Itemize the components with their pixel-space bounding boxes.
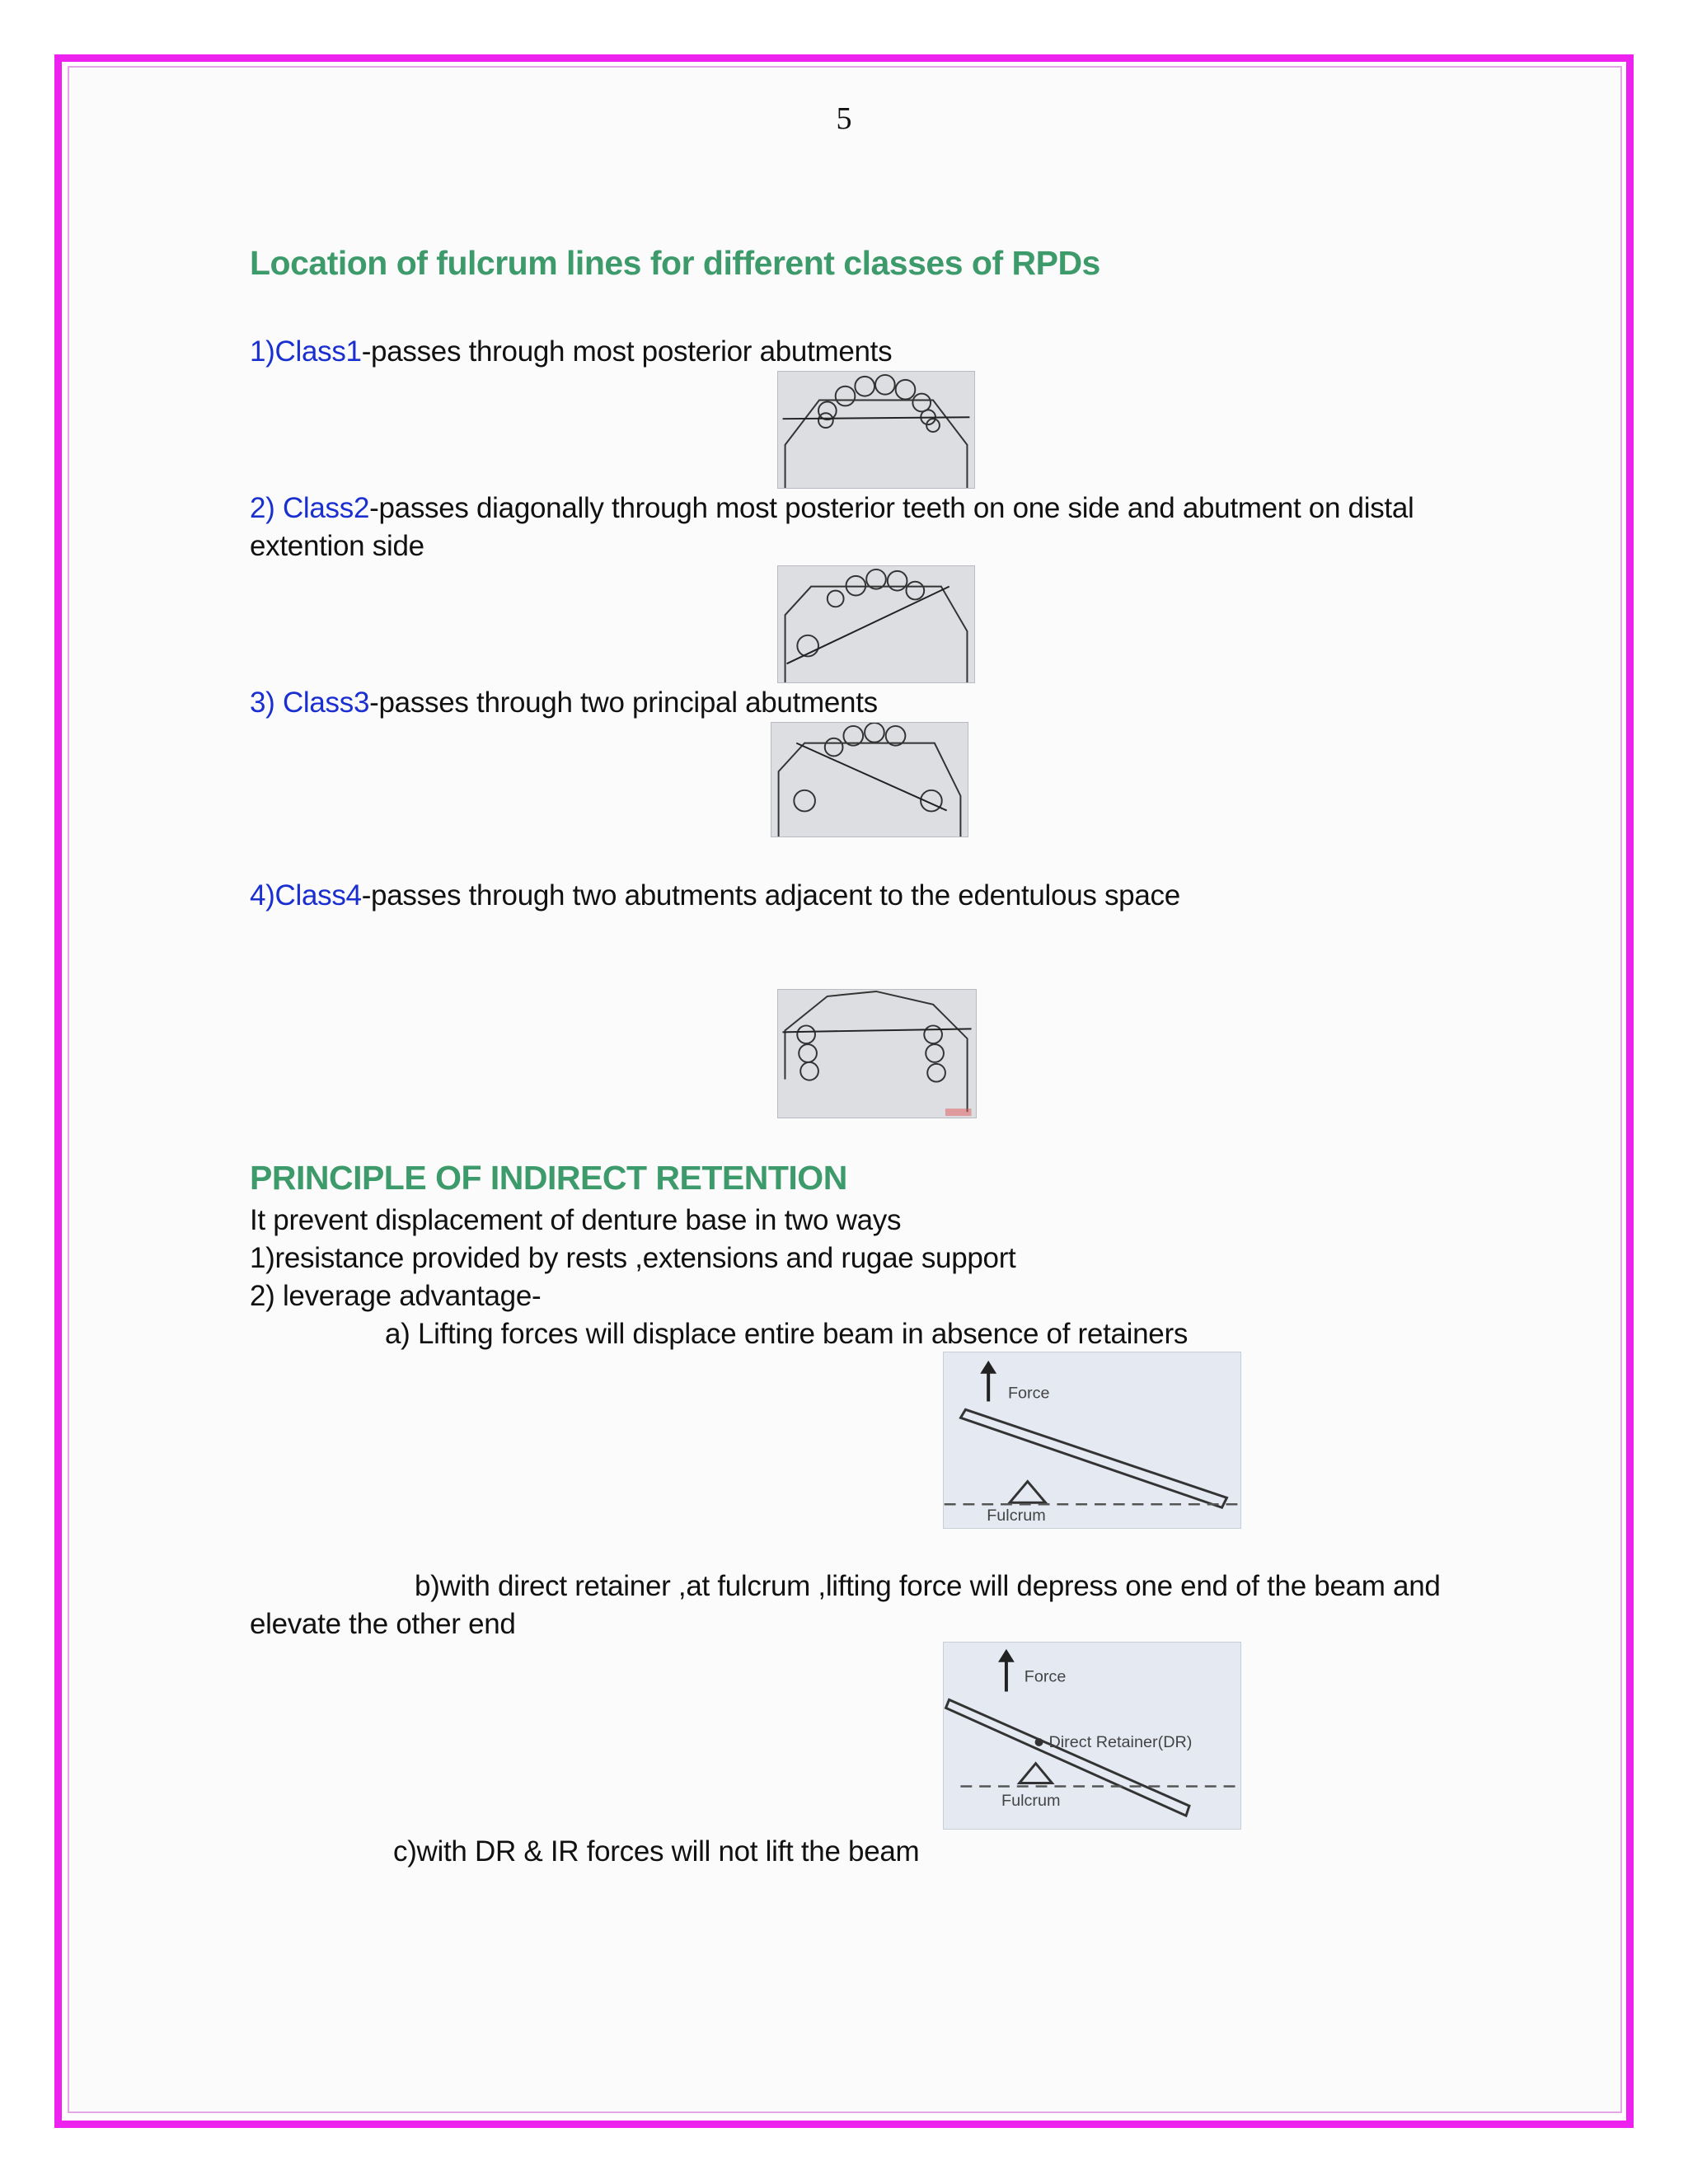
fig-b-fulcrum-label: Fulcrum bbox=[1001, 1792, 1061, 1811]
class2-line-continued: extention side bbox=[250, 530, 424, 562]
class4-line bbox=[250, 877, 1180, 915]
class1-figure bbox=[777, 371, 975, 489]
class3-text: -passes through two principal abutments bbox=[369, 687, 878, 719]
point-b-text: b)with direct retainer ,at fulcrum ,lifting force will depress one end of the beam and bbox=[415, 1570, 1441, 1602]
point-a-text: a) Lifting forces will displace entire beam in absence of retainers bbox=[385, 1318, 1189, 1350]
class3-arch-drawing bbox=[771, 723, 968, 837]
class3-label: 3) Class3 bbox=[250, 687, 370, 719]
section-heading-fulcrum-lines: Location of fulcrum lines for different classes of RPDs bbox=[250, 244, 1100, 282]
fig-a-force-label: Force bbox=[1007, 1384, 1050, 1403]
beam-figure-a bbox=[943, 1352, 1241, 1529]
beam-diagram-b bbox=[944, 1643, 1240, 1829]
section-heading-indirect-retention: PRINCIPLE OF INDIRECT RETENTION bbox=[250, 1159, 847, 1197]
class1-label: 1)Class1 bbox=[250, 335, 362, 368]
class4-arch-drawing bbox=[778, 990, 976, 1118]
point-b-text-continued: elevate the other end bbox=[250, 1608, 516, 1640]
point2-text: 2) leverage advantage- bbox=[250, 1280, 542, 1312]
class2-arch-drawing bbox=[778, 566, 974, 682]
class2-label: 2) Class2 bbox=[250, 492, 370, 524]
fig-a-fulcrum-label: Fulcrum bbox=[987, 1507, 1046, 1526]
fig-b-force-label: Force bbox=[1024, 1667, 1067, 1686]
class1-text: -passes through most posterior abutments bbox=[361, 335, 893, 368]
class4-figure bbox=[777, 989, 977, 1118]
class4-text: -passes through two abutments adjacent to the edentulous space bbox=[361, 879, 1180, 912]
class2-figure bbox=[777, 565, 975, 683]
page-number: 5 bbox=[836, 101, 852, 136]
class3-figure bbox=[771, 722, 968, 837]
beam-diagram-a bbox=[944, 1352, 1240, 1528]
point-c-text: c)with DR & IR forces will not lift the beam bbox=[393, 1835, 920, 1868]
beam-figure-b bbox=[943, 1642, 1241, 1830]
class4-label: 4)Class4 bbox=[250, 879, 362, 912]
intro-text: It prevent displacement of denture base in two ways bbox=[250, 1204, 902, 1236]
class1-line bbox=[250, 333, 892, 371]
point1-text: 1)resistance provided by rests ,extensions and rugae support bbox=[250, 1242, 1016, 1274]
class1-arch-drawing bbox=[778, 372, 974, 488]
class2-text: -passes diagonally through most posterior teeth on one side and abutment on distal bbox=[369, 492, 1414, 524]
class3-line bbox=[250, 684, 878, 722]
class2-line bbox=[250, 490, 1414, 527]
fig-b-retainer-label: Direct Retainer(DR) bbox=[1048, 1732, 1193, 1751]
